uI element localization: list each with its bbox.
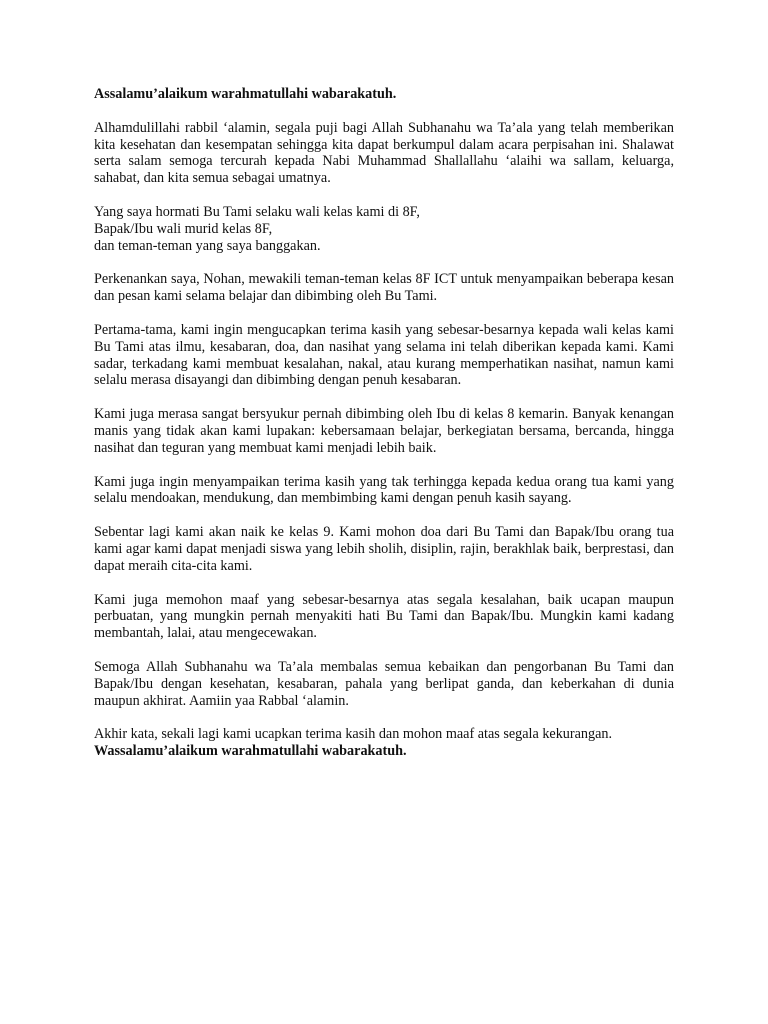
- body-paragraph: Pertama-tama, kami ingin mengucapkan terima kasih yang sebesar-besarnya kepada wali kelas kami Bu Tami atas ilmu, kesabaran, doa, dan nasihat yang selama ini telah diberikan kepada kami. Kami sadar, terkadang kami membuat kesalahan, nakal, atau kurang memperhatikan nasihat, namun kami selalu merasa disayangi dan dibimbing dengan penuh kesabaran.: [94, 321, 674, 389]
- body-paragraph: Kami juga merasa sangat bersyukur pernah dibimbing oleh Ibu di kelas 8 kemarin. Banyak kenangan manis yang tidak akan kami lupakan: kebersamaan belajar, berkegiatan bersama, bercanda, hingga nasihat dan teguran yang membuat kami menjadi lebih baik.: [94, 406, 674, 456]
- speech-document: [94, 86, 674, 760]
- body-paragraph: Kami juga memohon maaf yang sebesar-besarnya atas segala kesalahan, baik ucapan maupun perbuatan, yang mungkin pernah menyakiti hati Bu Tami dan Bapak/Ibu. Mungkin kami kadang membantah, lalai, atau mengecewakan.: [94, 591, 674, 642]
- salutation-line: Yang saya hormati Bu Tami selaku wali kelas kami di 8F,: [94, 203, 420, 220]
- body-paragraph: Sebentar lagi kami akan naik ke kelas 9. Kami mohon doa dari Bu Tami dan Bapak/Ibu orang tua kami agar kami dapat menjadi siswa yang lebih sholih, disiplin, rajin, berakhlak baik, berprestasi, dan dapat meraih cita-cita kami.: [94, 524, 674, 574]
- opening-greeting: Assalamu’alaikum warahmatullahi wabarakatuh.: [94, 86, 397, 102]
- introduction-paragraph: Perkenankan saya, Nohan, mewakili teman-teman kelas 8F ICT untuk menyampaikan beberapa kesan dan pesan kami selama belajar dan dibimbing oleh Bu Tami.: [94, 271, 674, 305]
- body-paragraph: Kami juga ingin menyampaikan terima kasih yang tak terhingga kepada kedua orang tua kami yang selalu mendoakan, mendukung, dan membimbing kami dengan penuh kasih sayang.: [94, 473, 674, 507]
- closing-farewell: Wassalamu’alaikum warahmatullahi wabarakatuh.: [94, 743, 407, 760]
- body-paragraph: Semoga Allah Subhanahu wa Ta’ala membalas semua kebaikan dan pengorbanan Bu Tami dan Bapak/Ibu dengan kesehatan, kesabaran, pahala yang berlipat ganda, dan keberkahan di dunia maupun akhirat. Aamiin yaa Rabbal ‘alamin.: [94, 658, 674, 709]
- opening-praise-paragraph: Alhamdulillahi rabbil ‘alamin, segala puji bagi Allah Subhanahu wa Ta’ala yang telah memberikan kita kesehatan dan kesempatan sehingga kita dapat berkumpul dalam acara perpisahan ini. Shalawat serta salam semoga tercurah kepada Nabi Muhammad Shallallahu ‘alaihi wa sallam, keluarga, sahabat, dan kita semua sebagai umatnya.: [94, 119, 674, 187]
- salutations-block: [94, 204, 674, 254]
- closing-line: Akhir kata, sekali lagi kami ucapkan terima kasih dan mohon maaf atas segala kekurangan.: [94, 726, 613, 743]
- salutation-line: dan teman-teman yang saya banggakan.: [94, 237, 321, 254]
- salutation-line: Bapak/Ibu wali murid kelas 8F,: [94, 220, 273, 237]
